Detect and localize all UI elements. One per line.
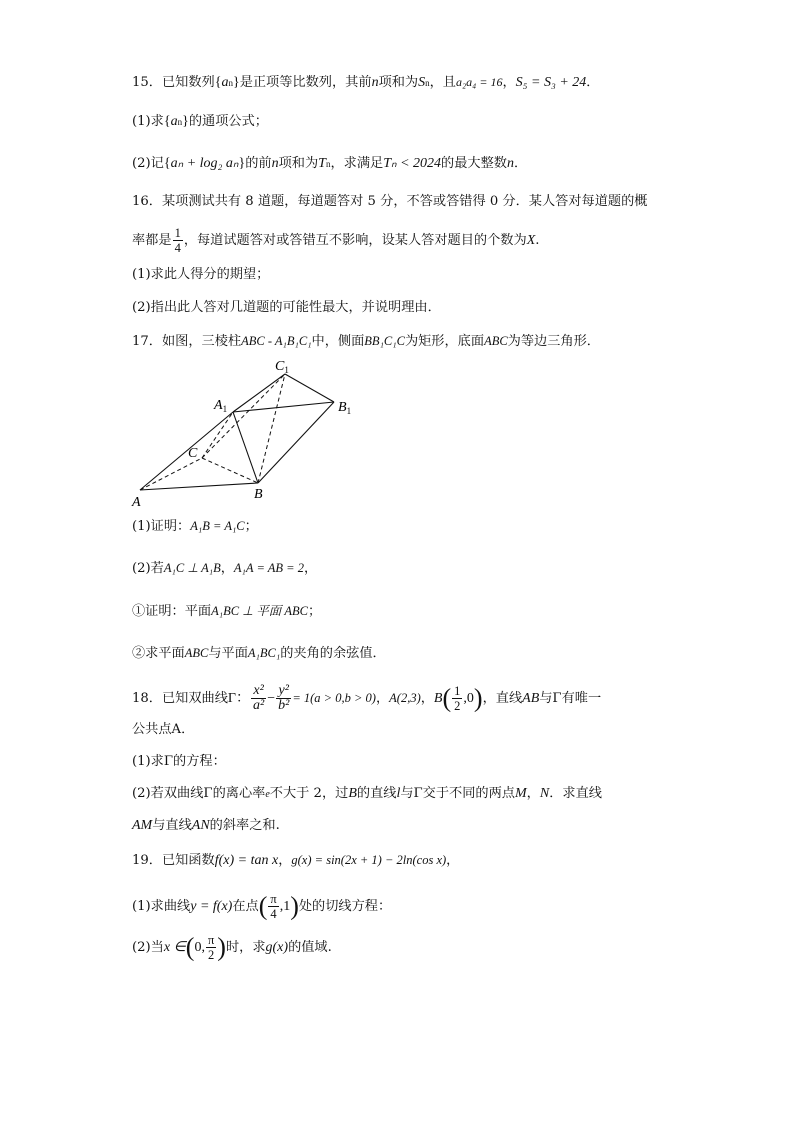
edge-AB [140,483,258,490]
q16-part2: (2)指出此人答对几道题的可能性最大，并说明理由． [132,300,441,315]
q16-stem-line2: 率都是 $\frac{1}{4}$ ，每道试题答对或答错互不影响，设某人答对题目的个数为X. [132,226,540,255]
label-B: B [254,487,263,502]
q19-part1: (1)求曲线y = f(x)在点( $\frac{\pi}{4}$ ,1)处的切线方程： [132,891,392,921]
q16-part1: (1)求此人得分的期望； [132,267,270,282]
q18-part2-line1: (2)若双曲线Γ的离心率e不大于 2，过B的直线l与Γ交于不同的两点M，N．求直线 [132,786,602,801]
edge-CB-hidden [202,458,258,483]
prism-figure [128,356,368,512]
q18-stem-line2: 公共点A． [132,722,195,737]
q17-stem: 17．如图，三棱柱ABC - A₁B₁C₁中，侧面BB₁C₁C为矩形，底面ABC为等边三角形． [132,334,600,349]
label-A1: $A_1$ [214,398,228,414]
edge-C1B1 [285,374,334,402]
q18-part2-line2: AM与直线AN的斜率之和. [132,818,280,833]
edge-AA1 [140,412,233,490]
q16-fraction: $\frac{1}{4}$ [174,226,181,255]
q15-stem: 15．已知数列{an}是正项等比数列，其前n项和为Sn，且a₂a₄ = 16，S₅ = S₃ + 24． [132,75,600,90]
label-A: A [132,495,141,510]
label-C1: $C_1$ [275,359,289,375]
edge-BB1 [258,402,334,483]
q16-stem-line1: 16．某项测试共有 8 道题，每道题答对 5 分，不答或答错得 0 分．某人答对每道题的概 [132,194,648,209]
q18-part1: (1)求Γ的方程： [132,754,226,769]
q17-sub1: ①证明：平面A₁BC ⊥ 平面 ABC； [132,604,322,619]
edge-CC1-hidden [202,374,285,458]
label-C: C [188,446,198,461]
q19-stem: 19．已知函数f(x) = tan x，g(x) = sin(2x + 1) − 2ln(cos x)， [132,853,460,868]
edge-CA1-hidden [202,412,233,458]
q17-part2: (2)若A₁C ⊥ A₁B，A₁A = AB = 2， [132,561,318,576]
q19-part2: (2)当x ∈(0, $\frac{\pi}{2}$ )时，求g(x)的值域. [132,932,332,962]
edge-A1B1 [233,402,334,412]
edge-AC-hidden [140,458,202,490]
label-B1: $B_1$ [338,400,352,416]
q17-part1: (1)证明：A₁B = A₁C； [132,519,258,534]
q18-stem-line1: 18．已知双曲线Γ： $\frac{\text{x²}}{\text{a²}}$ − $\frac{\text{y²}}{\text{b²}}$ = 1(a > 0,b > 0)，A(2,3)，B( $\frac{1}{2}$ ,0)，直线AB与Γ有唯一 [132,683,602,713]
q15-part2: (2)记{aₙ + log₂ aₙ}的前n项和为Tn，求满足Tₙ < 2024的最大整数n． [132,156,528,171]
q15-part1: (1)求{an}的通项公式； [132,114,268,129]
q17-sub2: ②求平面ABC与平面A₁BC₁的夹角的余弦值． [132,646,386,661]
